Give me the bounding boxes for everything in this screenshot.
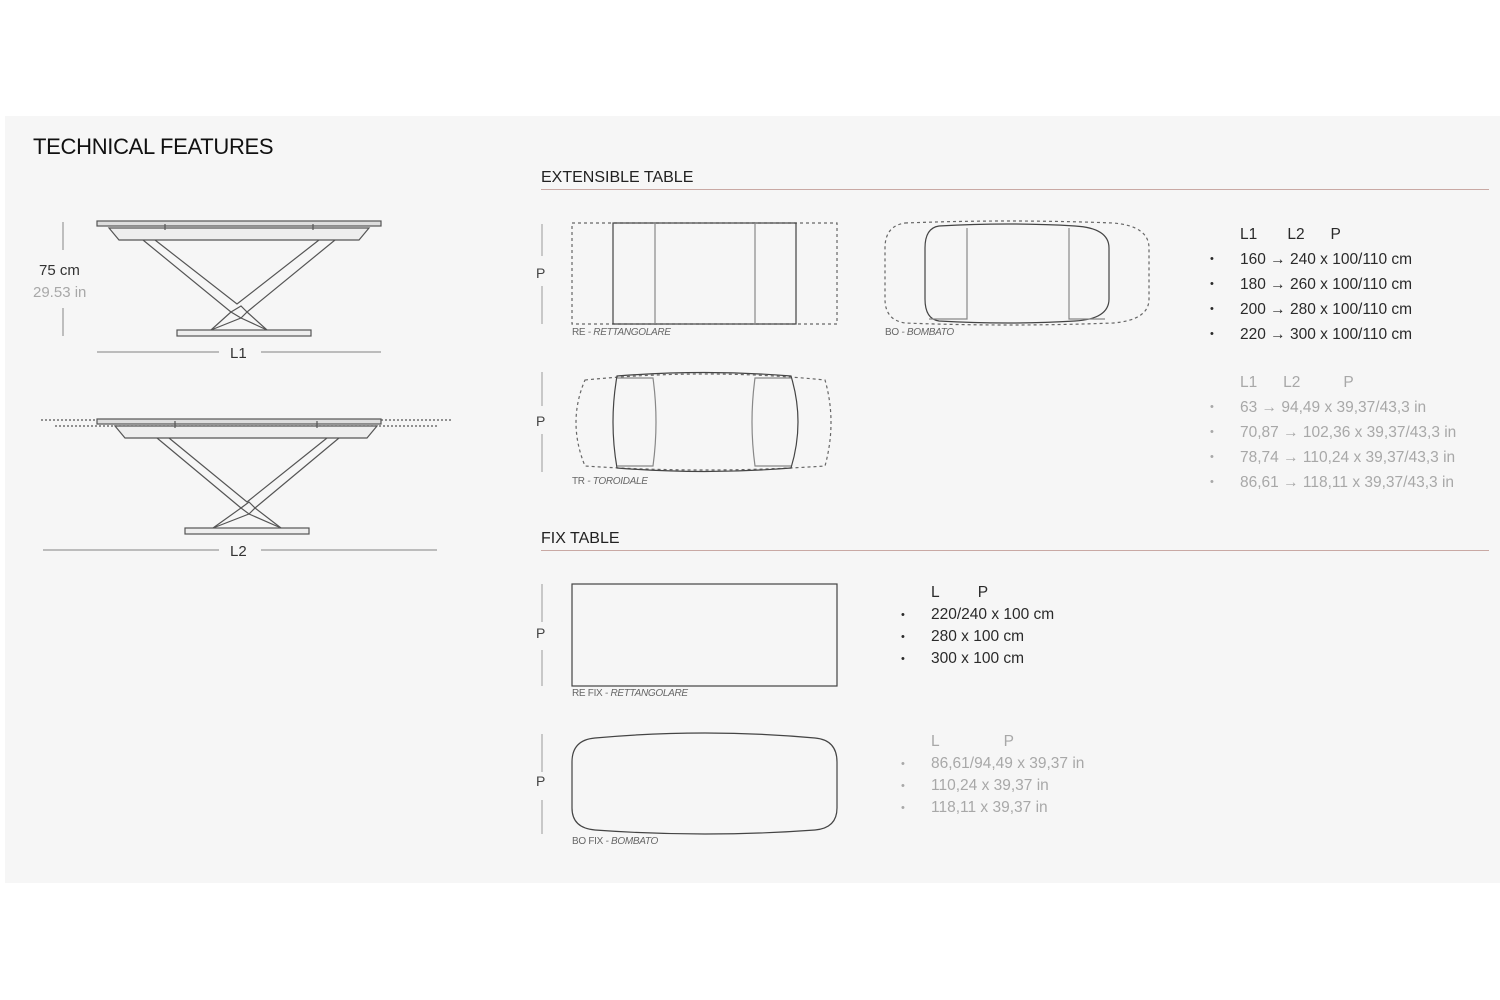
- spec-header: L P: [931, 733, 1014, 750]
- spec-item: • 78,74 → 110,24 x 39,37/43,3 in: [1210, 445, 1456, 470]
- spec-item: • 63 → 94,49 x 39,37/43,3 in: [1210, 395, 1456, 420]
- caption-bo-code: BO: [885, 327, 899, 338]
- caption-re-name: RETTANGOLARE: [593, 327, 671, 338]
- caption-re: RE - RETTANGOLARE: [572, 327, 671, 338]
- spec-item: • 180 → 260 x 100/110 cm: [1210, 272, 1412, 297]
- fix-table-title: FIX TABLE: [541, 530, 620, 547]
- spec-item: • 200 → 280 x 100/110 cm: [1210, 297, 1412, 322]
- page-title: TECHNICAL FEATURES: [33, 134, 274, 159]
- spec-item: • 220/240 x 100 cm: [901, 604, 1054, 626]
- spec-item: • 220 → 300 x 100/110 cm: [1210, 322, 1412, 347]
- spec-header: L1 L2 P: [1240, 226, 1341, 243]
- spec-item: • 110,24 x 39,37 in: [901, 775, 1084, 797]
- spec-item: • 300 x 100 cm: [901, 648, 1054, 670]
- fix-shapes-drawing: [5, 116, 1485, 883]
- caption-bo-name: BOMBATO: [906, 327, 954, 338]
- caption-re-code: RE: [572, 327, 586, 338]
- caption-bo-fix-name: BOMBATO: [610, 836, 658, 847]
- spec-item: • 160 → 240 x 100/110 cm: [1210, 247, 1412, 272]
- caption-bo-fix-code: BO FIX: [572, 836, 603, 847]
- caption-bo-fix: BO FIX - BOMBATO: [572, 836, 658, 847]
- fix-p-label-1: P: [536, 625, 546, 641]
- spec-item: • 70,87 → 102,36 x 39,37/43,3 in: [1210, 420, 1456, 445]
- height-cm-label: 75 cm: [39, 262, 80, 279]
- caption-tr: TR - TOROIDALE: [572, 476, 648, 487]
- caption-re-fix-name: RETTANGOLARE: [610, 688, 688, 699]
- height-in-label: 29.53 in: [33, 284, 87, 301]
- extensible-p-label-1: P: [536, 265, 546, 281]
- caption-tr-code: TR: [572, 476, 585, 487]
- spec-header: L1 L2 P: [1240, 374, 1354, 391]
- extensible-p-label-2: P: [536, 413, 546, 429]
- caption-re-fix-code: RE FIX: [572, 688, 603, 699]
- length-l1-label: L1: [230, 345, 247, 362]
- spec-header: L P: [931, 584, 989, 601]
- fix-p-label-2: P: [536, 773, 546, 789]
- technical-features-panel: [5, 116, 1500, 883]
- spec-item: • 86,61/94,49 x 39,37 in: [901, 753, 1084, 775]
- caption-re-fix: RE FIX - RETTANGOLARE: [572, 688, 688, 699]
- spec-item: • 280 x 100 cm: [901, 626, 1054, 648]
- caption-bo: BO - BOMBATO: [885, 327, 954, 338]
- extensible-table-title: EXTENSIBLE TABLE: [541, 169, 694, 186]
- fix-spec-in: [901, 731, 1084, 819]
- length-l2-label: L2: [230, 543, 247, 560]
- caption-tr-name: TOROIDALE: [592, 476, 648, 487]
- spec-item: • 118,11 x 39,37 in: [901, 797, 1084, 819]
- fix-spec-cm: [901, 582, 1054, 670]
- spec-item: • 86,61 → 118,11 x 39,37/43,3 in: [1210, 470, 1456, 495]
